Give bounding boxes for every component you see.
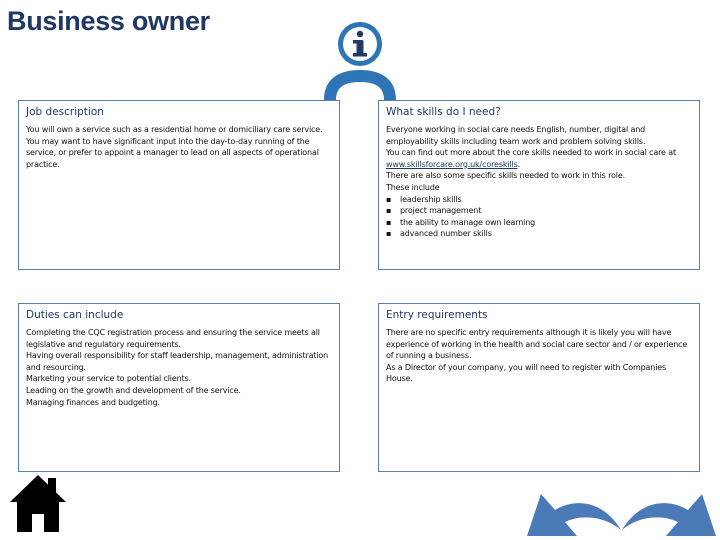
duty-text: Having overall responsibility for staff leadership, management, administration and resourcing. bbox=[26, 351, 329, 372]
card-title: Job description bbox=[26, 106, 104, 118]
card-title: Duties can include bbox=[26, 309, 124, 321]
duty-text: Marketing your service to potential clients. bbox=[26, 374, 191, 384]
list-item: ▪ project management bbox=[386, 205, 692, 217]
entry-text: There are no specific entry requirements although it is likely you will have experience of working in the health and social care sector and / or experience of running a business. bbox=[386, 328, 688, 361]
skills-text: Everyone working in social care needs English, number, digital and employability skills including team work and problem solving skills. bbox=[386, 125, 646, 146]
skills-card bbox=[378, 100, 700, 270]
duty-text: Managing finances and budgeting. bbox=[26, 397, 160, 407]
core-skills-link[interactable]: www.skillsforcare.org.uk/coreskills bbox=[386, 159, 518, 169]
back-arrow-icon[interactable] bbox=[525, 490, 623, 540]
skills-core-text bbox=[386, 147, 692, 170]
entry-requirements-card bbox=[378, 303, 700, 472]
list-item: ▪ the ability to manage own learning bbox=[386, 217, 692, 229]
page-title: Business owner bbox=[7, 6, 210, 36]
duty-text: Completing the CQC registration process and ensuring the service meets all legislative and regulatory requirements. bbox=[26, 328, 320, 349]
info-person-icon bbox=[318, 12, 402, 104]
skills-specific-text: There are also some specific skills needed to work in this role. bbox=[386, 171, 626, 181]
card-title: Entry requirements bbox=[386, 309, 488, 321]
card-title: What skills do I need? bbox=[386, 106, 501, 118]
skills-core-suffix: . bbox=[517, 159, 520, 169]
job-description-card bbox=[18, 100, 340, 270]
entry-text: As a Director of your company, you will need to register with Companies House. bbox=[386, 362, 667, 384]
duty-text: Leading on the growth and development of the service. bbox=[26, 385, 241, 395]
list-item: ▪ leadership skills bbox=[386, 194, 692, 206]
job-description-text: You will own a service such as a residential home or domiciliary care service. You may want to have significant input into the day-to-day running of the service, or prefer to appoint a manager to lead on all aspects of operational practice. bbox=[26, 125, 323, 169]
list-item: ▪ advanced number skills bbox=[386, 228, 692, 240]
skills-core-prefix: You can find out more about the core skills needed to work in social care at bbox=[386, 148, 676, 158]
home-icon[interactable] bbox=[8, 472, 68, 534]
duties-card bbox=[18, 303, 340, 472]
skills-include-text: These include bbox=[386, 182, 440, 192]
skills-list bbox=[386, 194, 692, 240]
forward-arrow-icon[interactable] bbox=[620, 490, 718, 540]
